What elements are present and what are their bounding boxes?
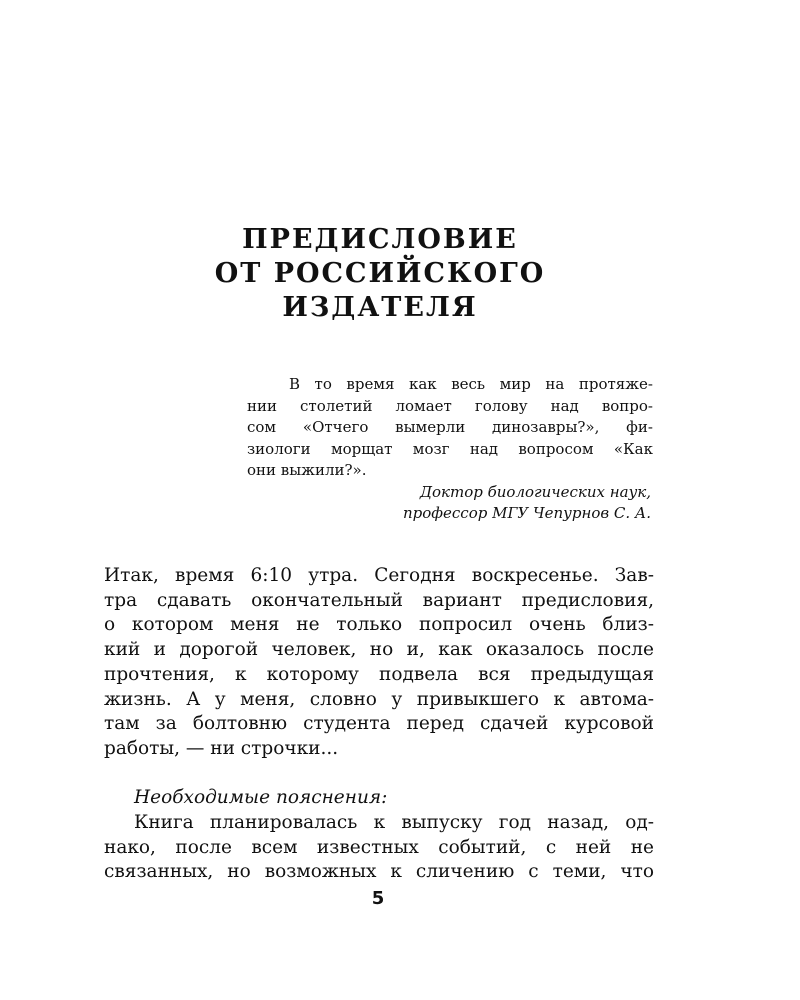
subheading: Необходимые пояснения: [134,787,388,809]
paragraph-2-line-2: нако, после всем известных событий, с ней не [104,836,654,858]
epigraph-line-1: В то время как весь мир на протяже- [289,375,653,393]
epigraph-line-4: зиологи морщат мозг над вопросом «Как [247,439,653,458]
epigraph-attribution-line-2: профессор МГУ Чепурнов С. А. [403,504,651,522]
epigraph-attribution-line-1: Доктор биологических наук, [419,482,651,501]
paragraph-2-line-1: Книга планировалась к выпуску год назад, од- [134,812,654,834]
chapter-title-line-3: ИЗДАТЕЛЯ [282,292,478,323]
chapter-title-line-1: ПРЕДИСЛОВИЕ [242,224,518,255]
paragraph-1-line-7: там за болтовню студента перед сдачей курсовой [104,713,654,735]
body-text [104,564,654,885]
paragraph-1-line-3: о котором меня не только попросил очень близ- [104,614,654,636]
paragraph-1-line-4: кий и дорогой человек, но и, как оказалось после [104,639,654,661]
epigraph-line-2: нии столетий ломает голову над вопро- [247,396,653,415]
paragraph-2-line-3: связанных, но возможных к сличению с теми, что [104,861,654,883]
paragraph-1-line-5: прочтения, к которому подвела вся предыдущая [104,663,654,685]
epigraph-line-5: они выжили?». [247,461,367,479]
chapter-title-line-2: ОТ РОССИЙСКОГО [214,258,546,289]
epigraph-line-3: сом «Отчего вымерли динозавры?», фи- [247,418,653,436]
chapter-title [0,223,760,325]
paragraph-1-line-6: жизнь. А у меня, словно у привыкшего к автома- [104,688,654,710]
paragraph-1-line-1: Итак, время 6:10 утра. Сегодня воскресенье. Зав- [104,565,654,586]
paragraph-1-line-8: работы, — ни строчки... [104,737,339,759]
epigraph [247,374,653,525]
page-number: 5 [371,888,385,909]
paragraph-1-line-2: тра сдавать окончательный вариант предисловия, [104,589,654,611]
paragraph-gap [104,762,654,787]
